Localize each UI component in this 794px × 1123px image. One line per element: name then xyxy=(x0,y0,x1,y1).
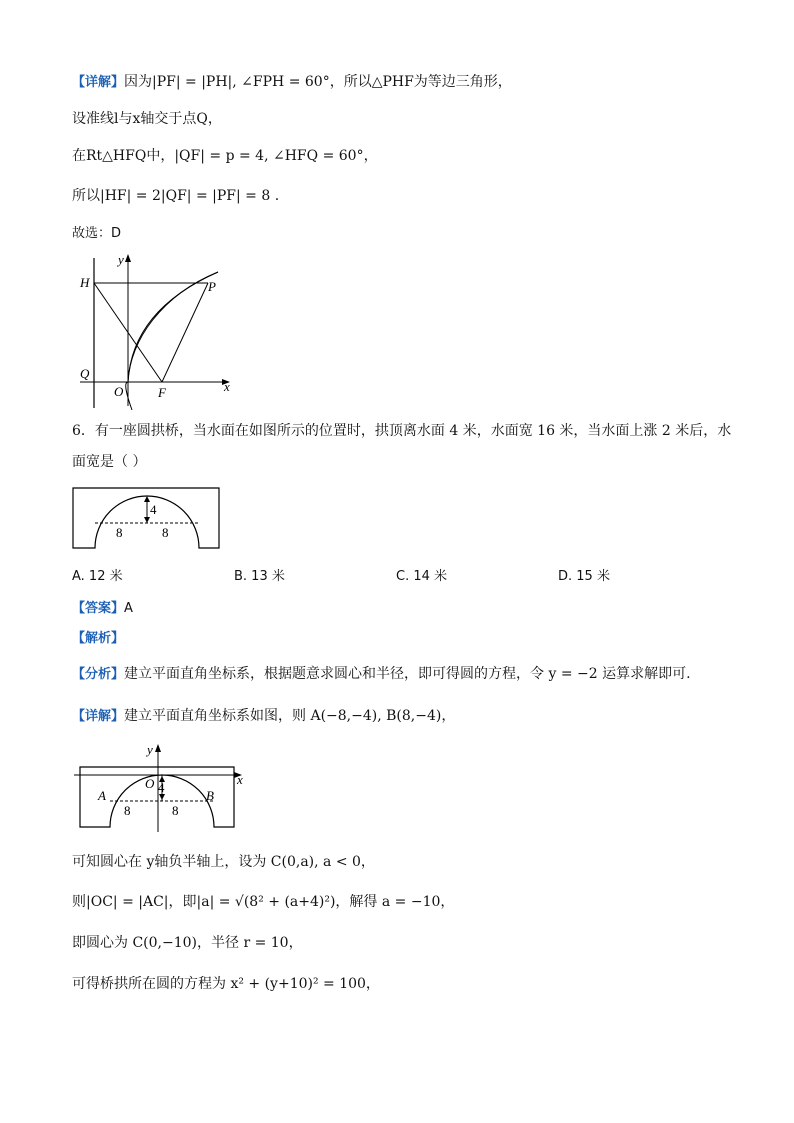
analysis-line xyxy=(72,628,124,649)
detail-line-2: 设准线l与x轴交于点Q， xyxy=(72,111,222,127)
fenxi-text: 建立平面直角坐标系，根据题意求圆心和半径，即可得圆的方程，令 y = −2 运算求解即可. xyxy=(124,666,691,682)
answer-value: A xyxy=(124,601,133,616)
fenxi-tag: 【分析】 xyxy=(72,667,125,682)
label-O2: O xyxy=(145,776,155,791)
option-d: D. 15 米 xyxy=(558,569,610,584)
label-x: x xyxy=(224,379,230,394)
circle-equation-line: 可得桥拱所在圆的方程为 x² + (y+10)² = 100， xyxy=(72,976,380,992)
question-6-line-2: 面宽是（ ） xyxy=(72,454,147,470)
label-w-left: 8 xyxy=(124,803,131,818)
detail-tag: 【详解】 xyxy=(72,75,125,90)
parabola-figure xyxy=(72,250,242,410)
label-y2: y xyxy=(147,742,153,757)
label-height-4: 4 xyxy=(150,502,157,517)
bridge-coordinate-figure xyxy=(72,742,252,832)
label-x2: x xyxy=(237,772,243,787)
fenxi-line xyxy=(72,664,691,685)
radius-line: 即圆心为 C(0,−10)，半径 r = 10， xyxy=(72,935,303,951)
detail-line-4: 所以|HF| = 2|QF| = |PF| = 8 . xyxy=(72,188,280,204)
label-height-4b: 4 xyxy=(158,780,165,795)
label-F: F xyxy=(158,385,166,400)
option-a: A. 12 米 xyxy=(72,569,123,584)
xiangjie-line xyxy=(72,706,455,727)
label-half-width-right: 8 xyxy=(162,525,169,540)
label-P: P xyxy=(208,279,216,294)
detail-line-3: 在Rt△HFQ中，|QF| = p = 4, ∠HFQ = 60°， xyxy=(72,148,378,164)
analysis-tag: 【解析】 xyxy=(72,631,125,646)
label-B: B xyxy=(206,788,214,803)
answer-choice-line: 故选：D xyxy=(72,226,122,241)
detail-text-1: 因为|PF| = |PH|, ∠FPH = 60°，所以△PHF为等边三角形， xyxy=(124,74,512,90)
equation-line: 则|OC| = |AC|，即|a| = √(8² + (a+4)²)，解得 a = −10， xyxy=(72,894,455,910)
label-O: O xyxy=(114,384,124,399)
xiangjie-tag: 【详解】 xyxy=(72,709,125,724)
question-6-line-1: 6．有一座圆拱桥，当水面在如图所示的位置时，拱顶离水面 4 米，水面宽 16 米，当水面上涨 2 米后，水 xyxy=(72,423,732,439)
label-A: A xyxy=(98,788,106,803)
label-w-right: 8 xyxy=(172,803,179,818)
answer-line xyxy=(72,598,133,619)
answer-tag: 【答案】 xyxy=(72,601,125,616)
label-H: H xyxy=(80,275,90,290)
option-b: B. 13 米 xyxy=(234,569,285,584)
option-c: C. 14 米 xyxy=(396,569,448,584)
label-half-width-left: 8 xyxy=(116,525,123,540)
circle-center-line: 可知圆心在 y轴负半轴上，设为 C(0,a), a < 0， xyxy=(72,854,375,870)
detail-line-1 xyxy=(72,72,512,93)
label-y: y xyxy=(118,252,124,267)
label-Q: Q xyxy=(80,366,90,381)
bridge-figure xyxy=(72,487,222,551)
xiangjie-text: 建立平面直角坐标系如图，则 A(−8,−4), B(8,−4)， xyxy=(124,708,456,724)
